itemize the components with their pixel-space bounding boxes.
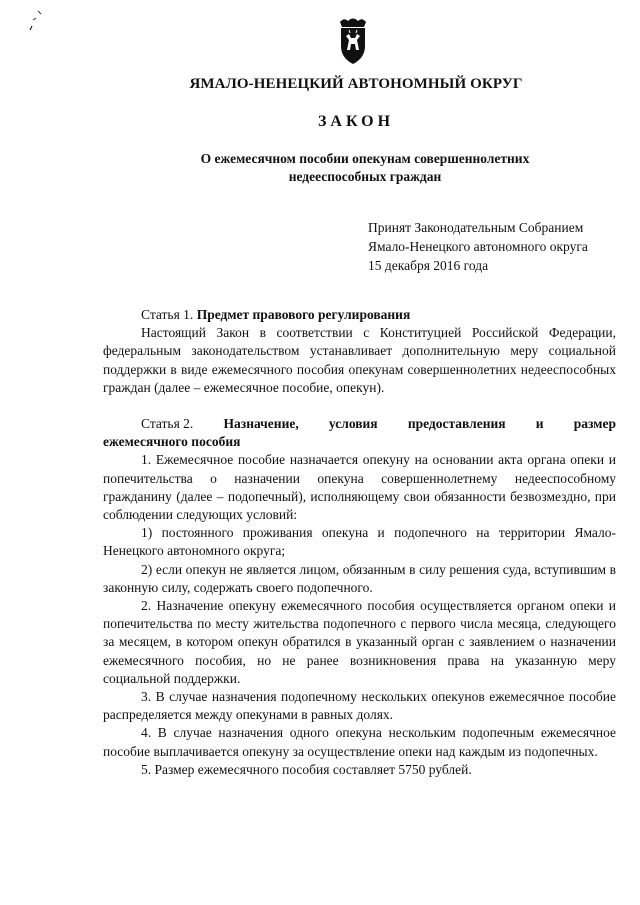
article-1-text-line-1: Настоящий Закон в соответствии с Конституцией Российской Федерации,: [141, 325, 616, 341]
adoption-date: 15 декабря 2016 года: [368, 258, 489, 273]
article-2-title-word-3: предоставления: [407, 416, 506, 432]
law-title-line-1: О ежемесячном пособии опекунам совершеннолетних: [200, 151, 530, 166]
article-2-label: Статья 2.: [141, 416, 194, 432]
article-2-heading: [103, 415, 616, 433]
article-2-paragraph-4: 4. В случае назначения одного опекуна нескольким подопечным ежемесячное пособие выплачивается опекуну за осуществление опеки над каждым из подопечных.: [103, 725, 616, 759]
law-body: [103, 306, 616, 779]
article-2-title-line-2: ежемесячного пособия: [103, 434, 241, 450]
scan-marks: [24, 8, 48, 42]
law-title-line-2: недееспособных граждан: [288, 169, 442, 184]
spacer: [103, 397, 616, 415]
adoption-line-2: Ямало-Ненецкого автономного округа: [368, 239, 588, 254]
article-1-text: федеральным законодательством устанавливает дополнительную меру социальной поддержки в виде ежемесячного пособия опекунам совершеннолетних недееспособных граждан (далее – ежемесячное пособие, опекун).: [103, 343, 616, 395]
article-2-title-word-5: размер: [573, 416, 616, 432]
adoption-note: [368, 218, 628, 275]
coat-of-arms-emblem: [336, 16, 370, 66]
article-2-paragraph-2: 2. Назначение опекуну ежемесячного пособия осуществляется органом опеки и попечительства по месту жительства подопечного с первого числа месяца, следующего за месяцем, в котором опекун обратился в указанный орган с заявлением о назначении ежемесячного пособия, но не ранее возникновения права на указанную меру социальной поддержки.: [103, 598, 616, 686]
article-2-item-1: 1) постоянного проживания опекуна и подопечного на территории Ямало-Ненецкого автономного округа;: [103, 525, 616, 559]
article-2-title-word-2: условия: [328, 416, 378, 432]
region-name: ЯМАЛО-НЕНЕЦКИЙ АВТОНОМНЫЙ ОКРУГ: [189, 76, 523, 92]
article-2-item-2: 2) если опекун не является лицом, обязанным в силу решения суда, вступившим в законную силу, содержать своего подопечного.: [103, 561, 616, 595]
adoption-line-1: Принят Законодательным Собранием: [368, 220, 584, 235]
article-2-paragraph-1: 1. Ежемесячное пособие назначается опекуну на основании акта органа опеки и попечительства о назначении опекуна совершеннолетнему недееспособному гражданину (далее – подопечный), исполняющему свои обязанности безвозмездно, при соблюдении следующих условий:: [103, 452, 616, 523]
article-2-paragraph-5: 5. Размер ежемесячного пособия составляет 5750 рублей.: [141, 761, 472, 777]
article-2-title-word-1: Назначение,: [223, 416, 299, 432]
article-1-label: Статья 1.: [141, 307, 194, 322]
document-type: ЗАКОН: [317, 113, 395, 130]
law-title: [165, 150, 565, 186]
article-2-paragraph-3: 3. В случае назначения подопечному нескольких опекунов ежемесячное пособие распределяется между опекунами в равных долях.: [103, 689, 616, 723]
article-2-title-word-4: и: [535, 416, 544, 432]
article-1-heading: [103, 306, 616, 324]
article-1-title: Предмет правового регулирования: [196, 307, 411, 322]
